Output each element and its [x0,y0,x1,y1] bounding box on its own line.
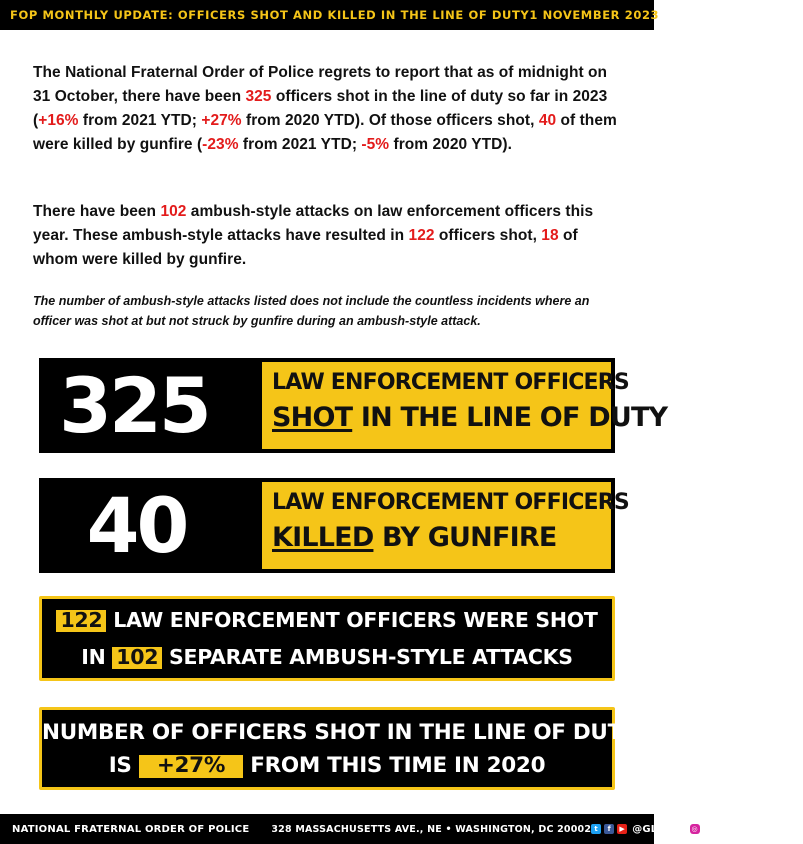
text-run: The National Fraternal Order of Police regrets to report that as of midnight on 31 October, there have been [33,64,608,105]
pct-2021-value: +16% [38,112,79,129]
shot-underlined-word: SHOT [272,402,353,433]
killed-label-line1: LAW ENFORCEMENT OFFICERS [272,490,629,515]
text-run: LAW ENFORCEMENT OFFICERS WERE SHOT [106,608,598,632]
text-run: of whom were killed by gunfire. [33,227,578,268]
change-stat-line2 [42,753,612,778]
text-run: from 2020 YTD). [389,136,512,153]
text-run: of them were killed by gunfire ( [33,112,617,153]
pct-2020-value: +27% [201,112,242,129]
killed-big-number: 40 [86,481,187,570]
killed-label-box [262,482,629,569]
killed-pct-2020-value: -5% [361,136,390,153]
text-run: from 2021 YTD; [238,136,362,153]
header-title: FOP MONTHLY UPDATE: OFFICERS SHOT AND KILLED IN THE LINE OF DUTY [10,8,530,22]
ambush-shot-value: 122 [408,227,435,244]
text-run: officers shot, [434,227,542,244]
text-run: FROM THIS TIME IN 2020 [243,753,546,778]
instagram-icon[interactable]: ◎ [691,825,698,833]
header-date: 1 NOVEMBER 2023 [529,8,660,22]
footer-address: 328 MASSACHUSETTS AVE., NE • WASHINGTON, DC 20002 [271,823,592,835]
killed-pct-2021-value: -23% [202,136,239,153]
header-bar [0,0,660,30]
shot-stat-card [39,358,668,453]
ambush-stat-card [39,596,615,681]
ambush-count-value: 102 [160,203,187,220]
shot-count-value: 325 [245,88,272,105]
change-pct-highlight: +27% [139,755,243,778]
text-run: from 2020 YTD). Of those officers shot, [241,112,539,129]
footer-social [591,824,802,835]
change-stat-line1: NUMBER OF OFFICERS SHOT IN THE LINE OF DUTY [42,720,638,745]
text-run: BY GUNFIRE [373,522,557,553]
ambush-paragraph [33,200,625,272]
text-run: There have been [33,203,161,220]
ambush-count-highlight: 102 [112,647,162,669]
text-run: ambush-style attacks on law enforcement officers this year. These ambush-style attacks have resulted in [33,203,594,244]
shot-label-box [262,362,668,449]
text-run: from 2021 YTD; [78,112,202,129]
shot-label-line1: LAW ENFORCEMENT OFFICERS [272,370,629,395]
youtube-icon[interactable]: ▶ [617,824,627,834]
ambush-stat-line2 [42,645,612,669]
disclaimer-note: The number of ambush-style attacks listed does not include the countless incidents where an officer was shot at but not struck by gunfire during an ambush-style attack. [33,294,590,328]
facebook-icon[interactable]: f [604,824,614,834]
footer-bar [0,814,797,844]
ambush-killed-value: 18 [541,227,559,244]
text-run: IN THE LINE OF DUTY [352,402,668,433]
ambush-shot-highlight: 122 [56,610,106,632]
shot-big-number: 325 [59,361,209,450]
text-run: IN [81,645,113,669]
footer-org: NATIONAL FRATERNAL ORDER OF POLICE [12,823,250,835]
killed-count-value: 40 [538,112,557,129]
shot-label-line2 [272,402,667,433]
text-run: IS [108,753,139,778]
ambush-stat-line1 [42,608,612,632]
footer-handle-fopnational[interactable]: @FOPNATIONAL [704,823,797,835]
killed-label-line2 [272,522,557,553]
text-run: officers shot in the line of duty so far in 2023 ( [33,88,608,129]
text-run: SEPARATE AMBUSH-STYLE ATTACKS [162,645,573,669]
killed-stat-card [39,478,629,573]
footer-handle-glfop[interactable]: @GLFOP [632,823,681,835]
change-stat-card [39,707,638,790]
twitter-icon[interactable]: t [591,824,601,834]
killed-underlined-word: KILLED [272,522,374,553]
intro-paragraph [33,61,625,157]
